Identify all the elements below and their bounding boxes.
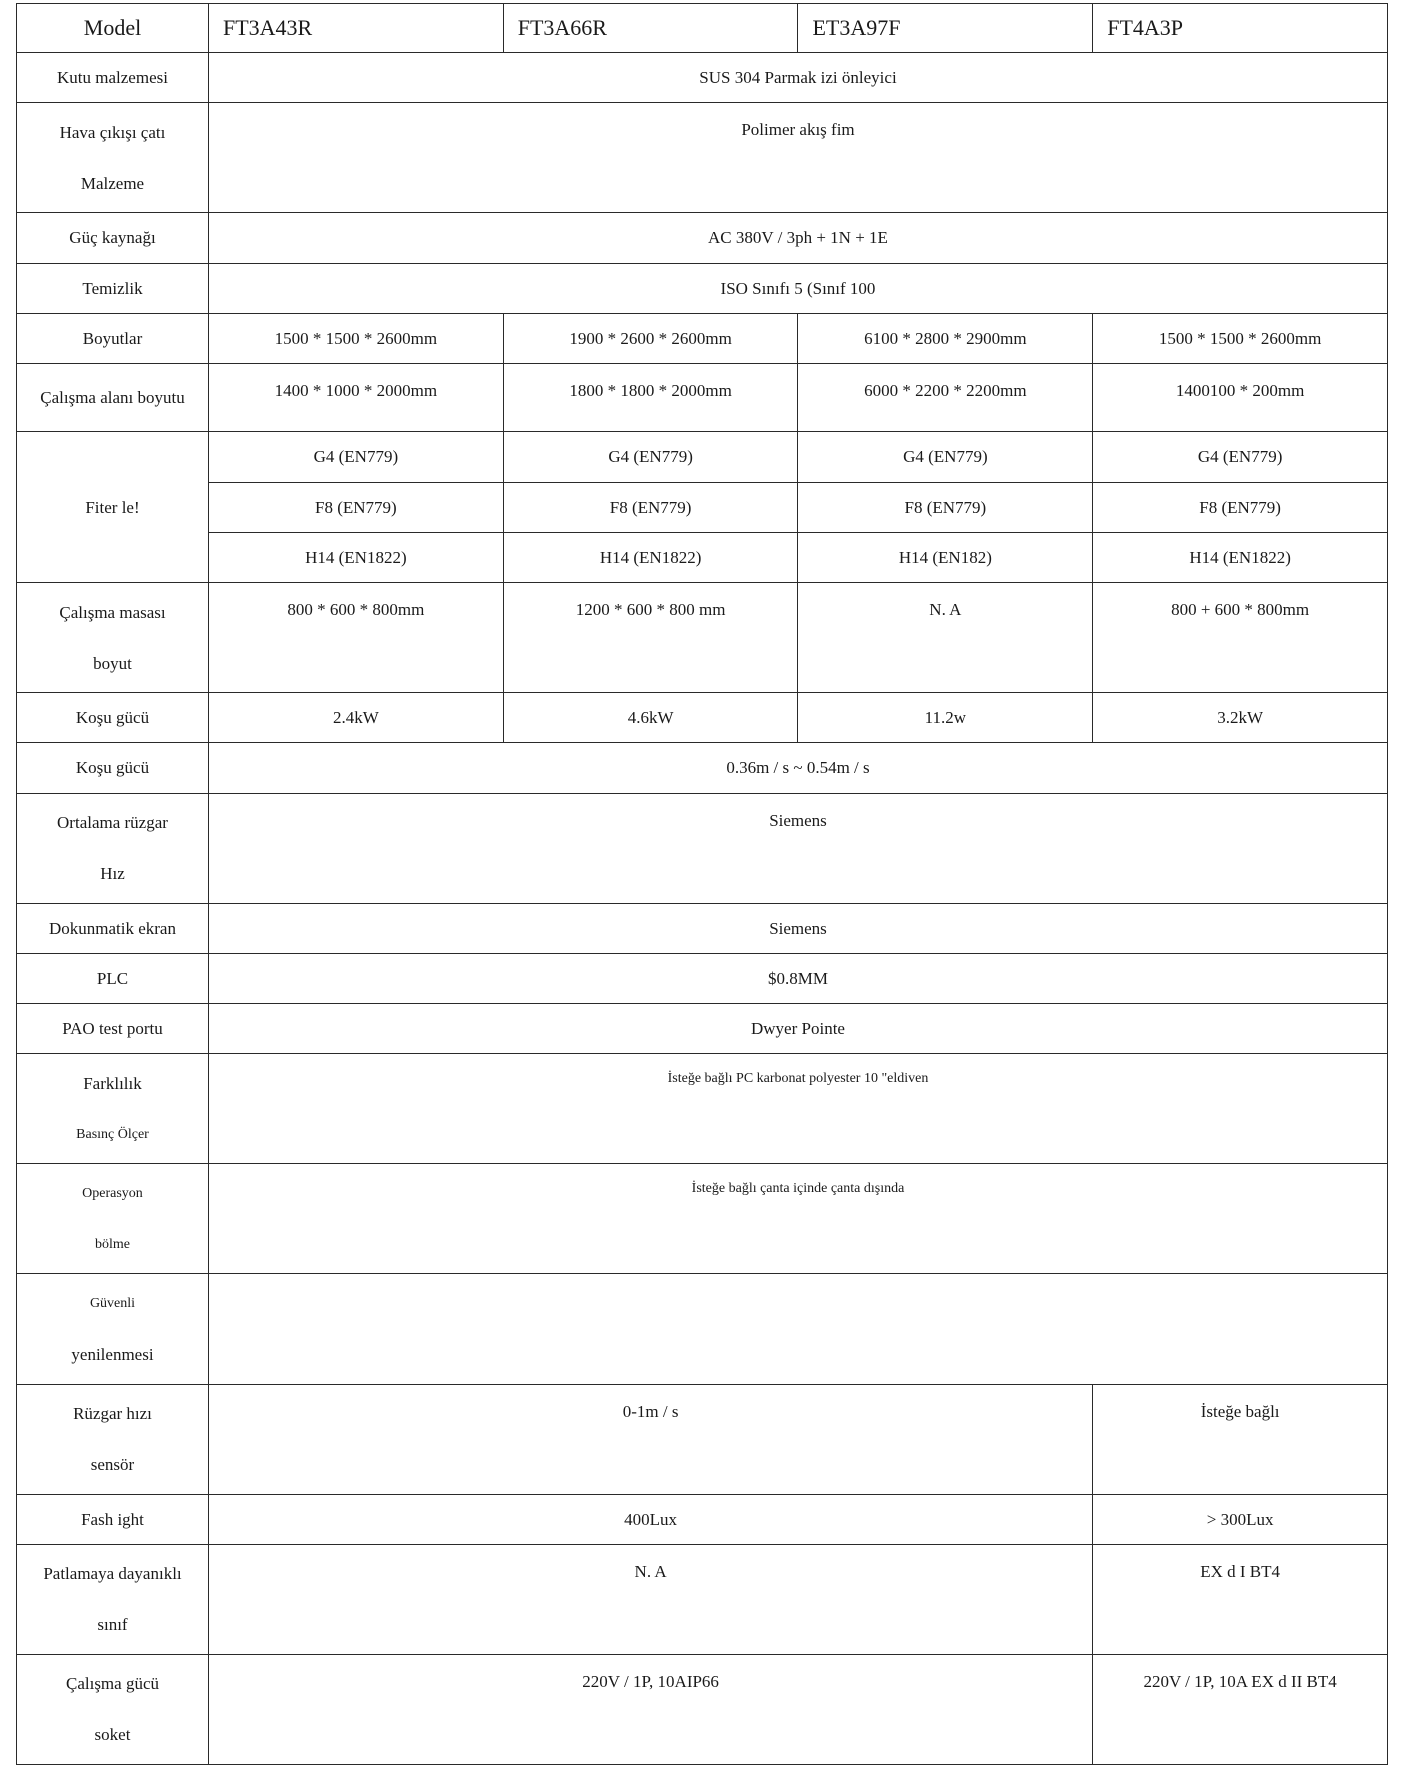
model-name: FT3A43R: [208, 4, 503, 53]
row-label-line: soket: [94, 1725, 131, 1745]
row-label-line: sınıf: [97, 1615, 128, 1635]
row-label-line: Hız: [100, 864, 125, 884]
row-label: Dokunmatik ekran: [17, 903, 209, 953]
row-label-line: Farklılık: [83, 1073, 142, 1093]
filter-value: G4 (EN779): [1093, 432, 1388, 482]
row-value: Siemens: [208, 903, 1387, 953]
table-row: [17, 693, 1388, 743]
row-value: AC 380V / 3ph + 1N + 1E: [208, 213, 1387, 263]
table-row: [17, 532, 1388, 582]
table-row: [17, 1544, 1388, 1654]
row-label: Çalışma alanı boyutu: [17, 364, 209, 432]
row-label: [17, 1274, 209, 1384]
row-label: Fiter le!: [17, 432, 209, 583]
row-value: 800 + 600 * 800mm: [1093, 583, 1388, 693]
filter-value: H14 (EN1822): [1093, 532, 1388, 582]
row-value: Dwyer Pointe: [208, 1004, 1387, 1054]
row-label: [17, 1544, 209, 1654]
row-label-line: Çalışma masası: [59, 602, 166, 622]
row-value: [208, 1274, 1387, 1384]
row-value: İsteğe bağlı: [1093, 1384, 1388, 1494]
filter-value: G4 (EN779): [208, 432, 503, 482]
row-value: ISO Sınıfı 5 (Sınıf 100: [208, 263, 1387, 313]
row-value: N. A: [798, 583, 1093, 693]
row-value: 400Lux: [208, 1494, 1092, 1544]
row-value: 0-1m / s: [208, 1384, 1092, 1494]
row-label-line: Hava çıkışı çatı: [59, 122, 166, 142]
row-label: Temizlik: [17, 263, 209, 313]
table-row: [17, 793, 1388, 903]
table-row: [17, 263, 1388, 313]
row-label: [17, 1384, 209, 1494]
filter-value: G4 (EN779): [798, 432, 1093, 482]
row-label: [17, 583, 209, 693]
row-value: 6100 * 2800 * 2900mm: [798, 313, 1093, 363]
row-value: SUS 304 Parmak izi önleyici: [208, 53, 1387, 103]
filter-value: H14 (EN1822): [503, 532, 798, 582]
table-row: [17, 53, 1388, 103]
row-label-line: Patlamaya dayanıklı: [43, 1564, 182, 1584]
row-label: [17, 1054, 209, 1164]
row-value: 1400 * 1000 * 2000mm: [208, 364, 503, 432]
row-value: 220V / 1P, 10AIP66: [208, 1654, 1092, 1764]
row-label: [17, 1164, 209, 1274]
table-row: [17, 1004, 1388, 1054]
table-row: [17, 1654, 1388, 1764]
row-label: Fash ight: [17, 1494, 209, 1544]
table-row: [17, 953, 1388, 1003]
row-value: 2.4kW: [208, 693, 503, 743]
row-label-line: Malzeme: [80, 173, 145, 193]
row-label-line: bölme: [94, 1236, 130, 1252]
filter-value: H14 (EN1822): [208, 532, 503, 582]
model-name: FT4A3P: [1093, 4, 1388, 53]
model-name: FT3A66R: [503, 4, 798, 53]
table-row: [17, 583, 1388, 693]
row-value: 1400100 * 200mm: [1093, 364, 1388, 432]
table-row: [17, 1274, 1388, 1384]
spec-table: [16, 3, 1388, 1765]
row-label: Kutu malzemesi: [17, 53, 209, 103]
row-value: > 300Lux: [1093, 1494, 1388, 1544]
row-label: [17, 1654, 209, 1764]
row-label: [17, 103, 209, 213]
table-row: [17, 903, 1388, 953]
row-value: 6000 * 2200 * 2200mm: [798, 364, 1093, 432]
table-row: [17, 432, 1388, 482]
row-value: 0.36m / s ~ 0.54m / s: [208, 743, 1387, 793]
filter-value: F8 (EN779): [208, 482, 503, 532]
table-row: [17, 1164, 1388, 1274]
row-value: 220V / 1P, 10A EX d II BT4: [1093, 1654, 1388, 1764]
row-label-line: Rüzgar hızı: [73, 1404, 152, 1424]
model-name: ET3A97F: [798, 4, 1093, 53]
row-value: EX d I BT4: [1093, 1544, 1388, 1654]
filter-value: F8 (EN779): [503, 482, 798, 532]
row-value: 1500 * 1500 * 2600mm: [1093, 313, 1388, 363]
row-label: [17, 793, 209, 903]
row-value: 1200 * 600 * 800 mm: [503, 583, 798, 693]
table-row: [17, 1494, 1388, 1544]
row-label-line: yenilenmesi: [71, 1344, 154, 1364]
table-row: [17, 482, 1388, 532]
table-row: [17, 313, 1388, 363]
row-label-line: sensör: [90, 1455, 135, 1475]
row-value: 1500 * 1500 * 2600mm: [208, 313, 503, 363]
filter-value: G4 (EN779): [503, 432, 798, 482]
table-row-header: [17, 4, 1388, 53]
table-row: [17, 743, 1388, 793]
row-label-line: Ortalama rüzgar: [57, 813, 168, 833]
row-value: Siemens: [208, 793, 1387, 903]
row-label: Boyutlar: [17, 313, 209, 363]
table-row: [17, 103, 1388, 213]
filter-value: F8 (EN779): [798, 482, 1093, 532]
row-label: PLC: [17, 953, 209, 1003]
row-label-line: Güvenli: [89, 1295, 136, 1311]
row-value: İsteğe bağlı PC karbonat polyester 10 "eldiven: [208, 1054, 1387, 1164]
table-row: [17, 1054, 1388, 1164]
row-label-line: boyut: [93, 653, 132, 673]
filter-value: F8 (EN779): [1093, 482, 1388, 532]
row-value: $0.8MM: [208, 953, 1387, 1003]
row-label-line: Basınç Ölçer: [76, 1126, 149, 1142]
row-label-line: Çalışma gücü: [65, 1674, 159, 1694]
row-value: 4.6kW: [503, 693, 798, 743]
row-value: 11.2w: [798, 693, 1093, 743]
row-label: Koşu gücü: [17, 743, 209, 793]
filter-value: H14 (EN182): [798, 532, 1093, 582]
table-row: [17, 364, 1388, 432]
row-value: Polimer akış fim: [208, 103, 1387, 213]
header-label: Model: [17, 4, 209, 53]
row-value: N. A: [208, 1544, 1092, 1654]
row-value: 3.2kW: [1093, 693, 1388, 743]
row-label: Koşu gücü: [17, 693, 209, 743]
row-value: 1800 * 1800 * 2000mm: [503, 364, 798, 432]
table-row: [17, 213, 1388, 263]
row-label: PAO test portu: [17, 1004, 209, 1054]
table-row: [17, 1384, 1388, 1494]
row-value: 800 * 600 * 800mm: [208, 583, 503, 693]
row-label: Güç kaynağı: [17, 213, 209, 263]
row-value: İsteğe bağlı çanta içinde çanta dışında: [208, 1164, 1387, 1274]
row-value: 1900 * 2600 * 2600mm: [503, 313, 798, 363]
row-label-line: Operasyon: [82, 1185, 143, 1201]
